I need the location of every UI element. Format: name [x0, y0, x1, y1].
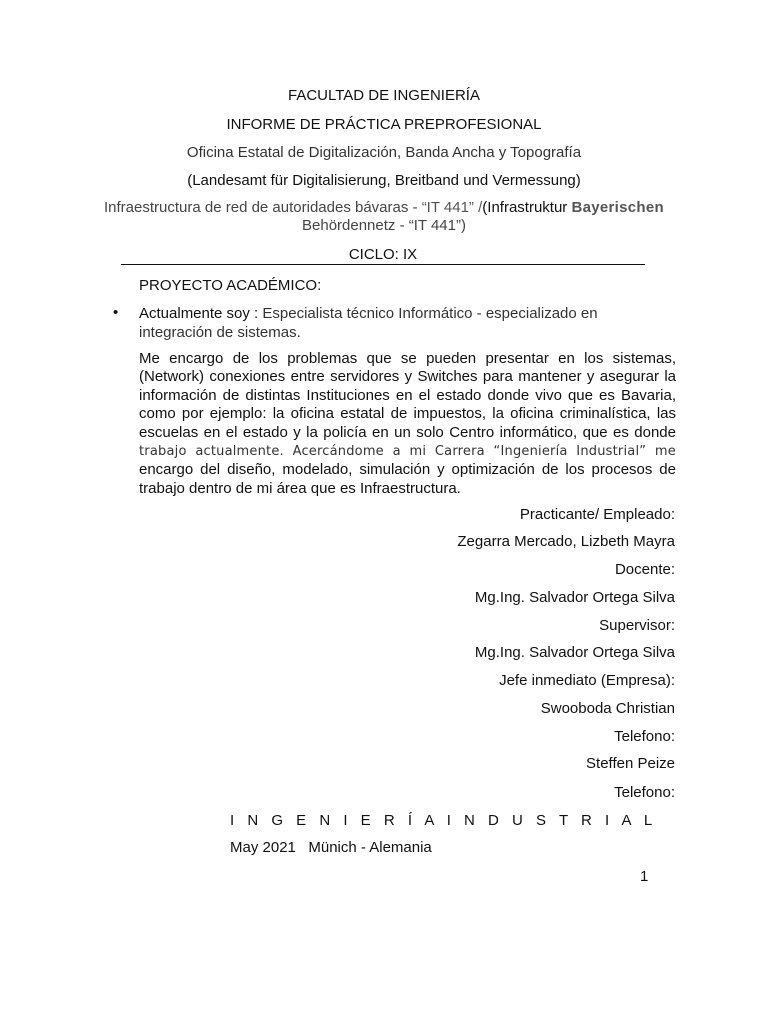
- bullet-description: Especialista técnico Informático - especializado en integración de sistemas.: [139, 305, 598, 341]
- paragraph-part-c: encargo del diseño, modelado, simulación y optimización de los procesos de trabajo dentro de mi área que es Infraestructura.: [139, 461, 676, 497]
- office-name: Oficina Estatal de Digitalización, Banda Ancha y Topografía: [186, 144, 582, 161]
- contact-2-name: Steffen Peize: [586, 755, 675, 772]
- page-number: 1: [640, 868, 649, 885]
- paragraph-part-a: Me encargo de los problemas que se pueden presentar en los sistemas, (Network) conexiones entre servidores y Switches para mantener y asegurar la información de distintas Instituciones en el estado donde vivo que es Bavaria, como por ejemplo: la oficina estatal de impuestos, la oficina criminalística, las escuelas en el estado y la policía en un solo Centro informático, que es donde: [139, 350, 676, 441]
- infra-text-b: “IT 441” /: [421, 199, 483, 216]
- infrastructure-line-1: [0, 199, 768, 216]
- report-title: INFORME DE PRÁCTICA PREPROFESIONAL: [226, 116, 542, 133]
- infrastructure-line-2: Behördennetz - “IT 441”): [302, 217, 466, 234]
- practicante-label: Practicante/ Empleado:: [519, 506, 675, 523]
- telefono-label-2: Telefono:: [614, 784, 675, 801]
- docente-name: Mg.Ing. Salvador Ortega Silva: [474, 589, 675, 606]
- office-name-german: (Landesamt für Digitalisierung, Breitband und Vermessung): [187, 172, 581, 189]
- telefono-label-1: Telefono:: [614, 728, 675, 745]
- bullet-item: [139, 304, 639, 342]
- supervisor-label: Supervisor:: [599, 617, 675, 634]
- infra-text-d: Bayerischen: [571, 199, 664, 216]
- paragraph-part-b: trabajo actualmente. Acercándome a mi Carrera “Ingeniería Industrial” me: [139, 444, 676, 460]
- project-heading: PROYECTO ACADÉMICO:: [139, 277, 322, 294]
- faculty-title: FACULTAD DE INGENIERÍA: [288, 87, 480, 104]
- supervisor-name: Mg.Ing. Salvador Ortega Silva: [474, 644, 675, 661]
- docente-label: Docente:: [614, 561, 675, 578]
- career-name: I N G E N I E R Í A I N D U S T R I A L: [230, 812, 657, 829]
- bullet-marker: •: [113, 304, 119, 321]
- jefe-name: Swooboda Christian: [540, 700, 675, 717]
- jefe-label: Jefe inmediato (Empresa):: [499, 672, 675, 689]
- ciclo-line: CICLO: IX: [121, 247, 645, 265]
- date-location: May 2021 Münich - Alemania: [230, 839, 432, 856]
- infra-text-a: Infraestructura de red de autoridades bávaras -: [104, 199, 422, 216]
- infra-text-c: (Infrastruktur: [482, 199, 572, 216]
- bullet-label: Actualmente soy :: [139, 305, 263, 322]
- practicante-name: Zegarra Mercado, Lizbeth Mayra: [457, 533, 675, 550]
- body-paragraph: [139, 350, 676, 498]
